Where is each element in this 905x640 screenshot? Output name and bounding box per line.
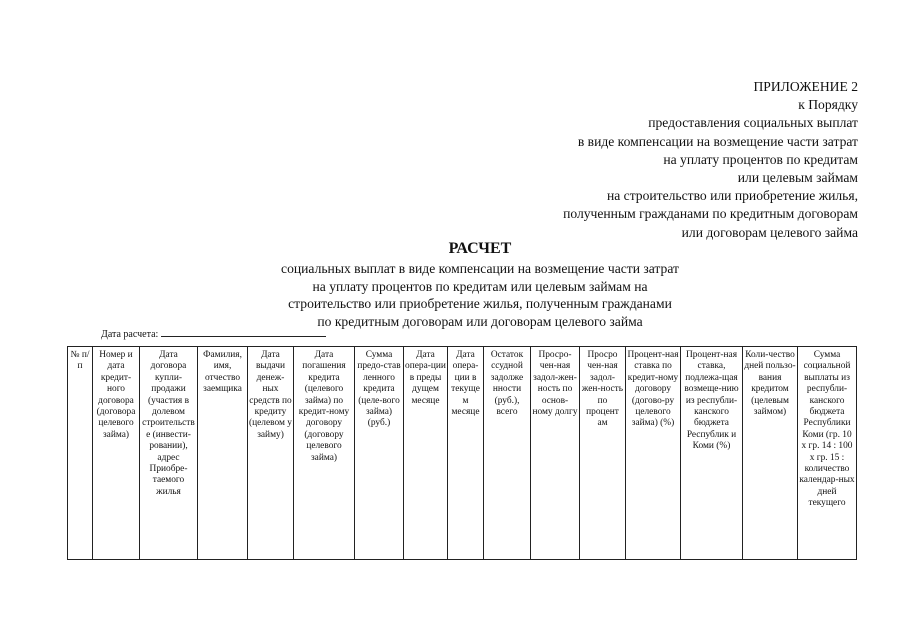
- column-header: Просро-чен-ная задол-жен-ность по основ-ному долгу: [531, 347, 580, 560]
- subtitle-line: на уплату процентов по кредитам или целевым займам на: [312, 278, 648, 294]
- table-header-row: [68, 347, 857, 560]
- calc-date-label: Дата расчета:: [101, 329, 159, 340]
- appendix-line: на строительство или приобретение жилья,: [606, 188, 858, 204]
- calc-date-row: [101, 326, 326, 341]
- appendix-line: предоставления социальных выплат: [648, 115, 858, 131]
- appendix-line: ПРИЛОЖЕНИЕ 2: [753, 79, 858, 94]
- subtitle-line: социальных выплат в виде компенсации на возмещение части затрат: [281, 261, 679, 276]
- column-header: Дата договора купли-продажи (участия в долевом строительстве (инвести-ровании), адрес Приобре-таемого жилья: [140, 347, 198, 560]
- column-header: Дата погашения кредита (целевого займа) по кредит-ному договору (договору целевого займа): [294, 347, 355, 560]
- column-header: Дата опера-ции в преды дущем месяце: [404, 347, 448, 560]
- column-header: Коли-чество дней пользо-вания кредитом (целевым займом): [743, 347, 798, 560]
- document-subtitle: [0, 260, 905, 330]
- column-header: Фамилия, имя, отчество заемщика: [198, 347, 248, 560]
- appendix-line: или договорам целевого займа: [681, 224, 858, 240]
- column-header: Процент-ная ставка по кредит-ному договору (догово-ру целевого займа) (%): [626, 347, 681, 560]
- appendix-line: на уплату процентов по кредитам: [663, 151, 858, 167]
- appendix-line: полученным гражданами по кредитным договорам: [563, 206, 858, 222]
- appendix-line: или целевым займам: [737, 170, 858, 186]
- appendix-header: [563, 78, 858, 242]
- column-header: Сумма социальной выплаты из республи-канского бюджета Республики Коми (гр. 10 х гр. 14 : 100 х гр. 15 : количество календар-ных дней текущего: [798, 347, 857, 560]
- appendix-line: к Порядку: [798, 97, 858, 113]
- column-header: Сумма предо-став ленного кредита (целе-вого займа) (руб.): [355, 347, 404, 560]
- subtitle-line: строительство или приобретение жилья, полученным гражданами: [288, 296, 672, 311]
- column-header: Просро чен-ная задол-жен-ность по процент ам: [580, 347, 626, 560]
- column-header: Номер и дата кредит-ного договора (договора целевого займа): [93, 347, 140, 560]
- calculation-table: [67, 346, 857, 560]
- column-header: Остаток ссудной задолже нности (руб.), всего: [484, 347, 531, 560]
- column-header: Дата опера-ции в текуще м месяце: [448, 347, 484, 560]
- column-header: Процент-ная ставка, подлежа-щая возмеще-нию из республи-канского бюджета Республик и Коми (%): [681, 347, 743, 560]
- appendix-line: в виде компенсации на возмещение части затрат: [577, 133, 858, 149]
- column-header: № п/п: [68, 347, 93, 560]
- calc-date-blank-line: [161, 326, 326, 337]
- column-header: Дата выдачи денеж-ных средств по кредиту (целевом у займу): [248, 347, 294, 560]
- subtitle-line: по кредитным договорам или договорам целевого займа: [317, 313, 643, 329]
- document-title: РАСЧЕТ: [448, 240, 512, 257]
